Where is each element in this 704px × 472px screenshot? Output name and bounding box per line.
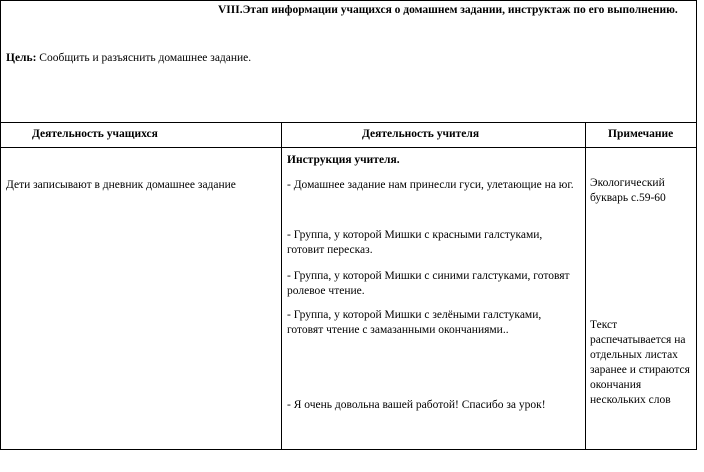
- bottom-border: [0, 449, 697, 450]
- top-border: [0, 0, 697, 1]
- left-border: [0, 0, 1, 450]
- goal-label: Цель:: [6, 52, 37, 64]
- teacher-instruction-heading: Инструкция учителя.: [287, 154, 400, 166]
- teacher-item-red-group: - Группа, у которой Мишки с красными галстуками, готовит пересказ.: [287, 229, 543, 256]
- teacher-item-homework: - Домашнее задание нам принесли гуси, улетающие на юг.: [287, 179, 574, 191]
- stage-title: VIII.Этап информации учащихся о домашнем задании, инструктаж по его выполнению.: [218, 4, 678, 16]
- note-printed-text: Текст распечатывается на отдельных листах заранее и стираются окончания нескольких слов: [590, 319, 690, 406]
- column-divider-2: [585, 122, 586, 450]
- column-header-students: Деятельность учащихся: [32, 128, 158, 140]
- header-bottom-border: [0, 122, 697, 123]
- goal-line: [6, 51, 251, 66]
- column-divider-1: [281, 122, 282, 450]
- column-header-bottom-border: [0, 147, 697, 148]
- teacher-item-blue-group: - Группа, у которой Мишки с синими галстуками, готовят ролевое чтение.: [287, 270, 570, 297]
- right-border: [696, 0, 697, 450]
- students-activity-text: Дети записывают в дневник домашнее задание: [6, 179, 236, 191]
- note-textbook: Экологический букварь с.59-60: [590, 177, 666, 204]
- column-header-teacher: Деятельность учителя: [362, 128, 480, 140]
- teacher-item-green-group: - Группа, у которой Мишки с зелёными галстуками, готовят чтение с замазанными окончаниями..: [287, 309, 542, 336]
- column-header-notes: Примечание: [608, 128, 674, 140]
- teacher-item-thanks: - Я очень довольна вашей работой! Спасибо за урок!: [287, 399, 546, 411]
- goal-text: Сообщить и разъяснить домашнее задание.: [39, 52, 252, 64]
